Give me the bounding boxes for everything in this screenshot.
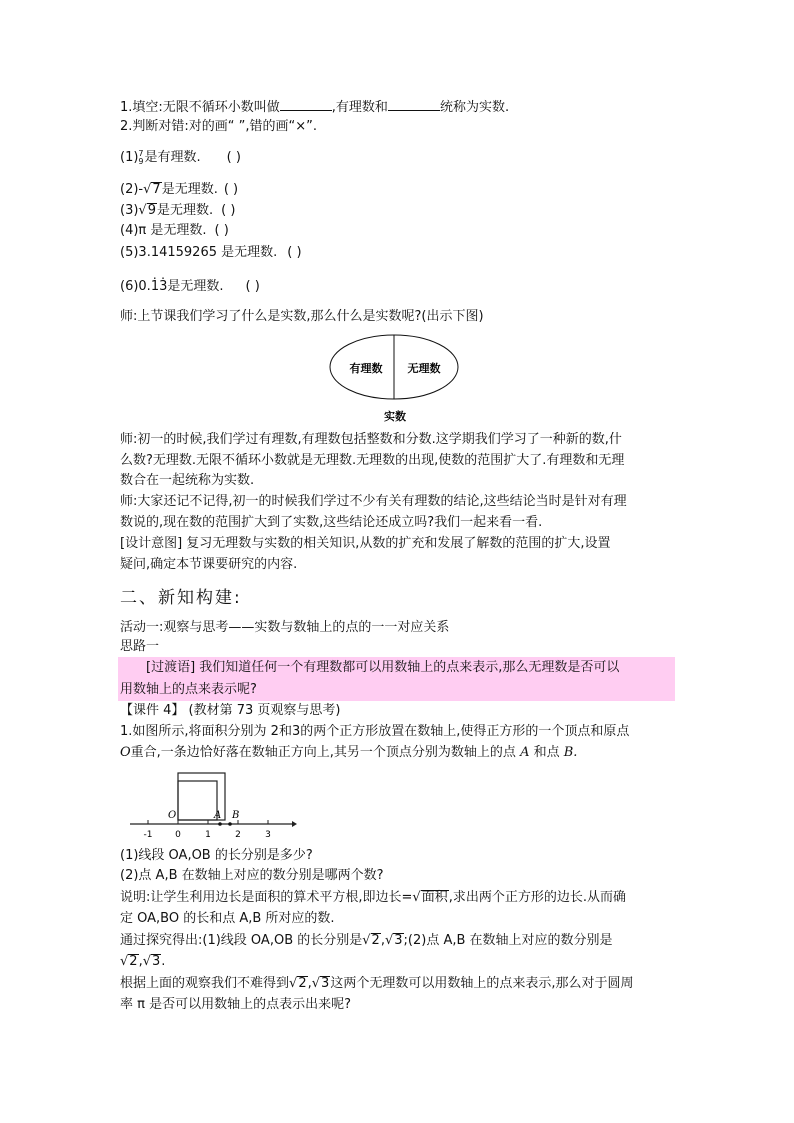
paragraph-1-line: 么数?无理数.无限不循环小数就是无理数.无理数的出现,使数的范围扩大了.有理数和无理 (120, 453, 625, 468)
transition-line: [过渡语] 我们知道任何一个有理数都可以用数轴上的点来表示,那么无理数是否可以 (146, 660, 620, 675)
sqrt-icon: √ (120, 954, 129, 969)
sqrt-icon: √ (362, 933, 371, 948)
design-intent-line: [设计意图] 复习无理数与实数的相关知识,从数的扩充和发展了解数的范围的扩大,设置 (120, 536, 611, 551)
result-line-1 (120, 931, 613, 951)
answer-paren[interactable]: ( ) (287, 245, 302, 260)
origin-label: O (168, 810, 177, 821)
q1-mid: ,有理数和 (331, 100, 388, 115)
item-text: 是无理数. (161, 182, 218, 197)
teacher-question: 师:上节课我们学习了什么是实数,那么什么是实数呢?(出示下图) (120, 309, 484, 324)
radicand: 3 (152, 954, 161, 969)
sqrt-icon: √ (142, 954, 152, 969)
paragraph-2-line: 师:大家还记不记得,初一的时候我们学过不少有关有理数的结论,这些结论当时是针对有理 (120, 494, 627, 509)
real-number-caption: 实数 (384, 410, 406, 423)
problem-line-2 (120, 743, 577, 763)
period: . (161, 954, 166, 969)
section-heading: 二、新知构建: (120, 588, 242, 608)
judge-item-2 (120, 180, 238, 200)
activity-title: 活动一:观察与思考——实数与数轴上的点的一一对应关系 (120, 620, 450, 635)
result-text: ;(2)点 A,B 在数轴上对应的数分别是 (403, 933, 613, 948)
number-line-figure (126, 767, 298, 841)
separator: , (307, 976, 312, 991)
minus-sign: - (138, 182, 144, 197)
final-text: 这两个无理数可以用数轴上的点来表示,那么对于圆周 (330, 976, 634, 991)
sqrt-icon: √ (412, 890, 421, 905)
sqrt-icon: √ (384, 933, 394, 948)
tick-label: 0 (175, 830, 181, 840)
judge-item-4 (120, 221, 229, 241)
route-label: 思路一 (120, 639, 160, 654)
explanation-text: 说明:让学生利用边长是面积的算术平方根,即边长= (120, 890, 413, 905)
separator: , (138, 954, 143, 969)
irrational-label: 无理数 (407, 362, 441, 375)
radicand: 9 (147, 203, 156, 218)
real-number-diagram (328, 333, 464, 425)
point-a-label: A (214, 810, 222, 821)
repeating-digit-1: . 1 (151, 277, 159, 297)
sqrt-icon: √ (143, 182, 152, 197)
paragraph-1-line: 师:初一的时候,我们学过有理数,有理数包括整数和分数.这学期我们学习了一种新的数,什 (120, 432, 622, 447)
point-a: A (520, 745, 530, 760)
transition-line: 用数轴上的点来表示呢? (120, 682, 257, 697)
item-label: (1) (120, 150, 139, 165)
radicand: 3 (321, 976, 330, 991)
radicand: 面积 (421, 890, 448, 905)
final-text: 根据上面的观察我们不难得到 (120, 976, 290, 991)
tick-label: 3 (265, 830, 271, 840)
tick-label: -1 (143, 830, 153, 840)
answer-blank-1[interactable] (280, 98, 332, 111)
judge-item-1 (120, 148, 241, 168)
sub-question-1: (1)线段 OA,OB 的长分别是多少? (120, 848, 313, 863)
sub-question-2: (2)点 A,B 在数轴上对应的数分别是哪两个数? (120, 868, 384, 883)
answer-paren[interactable]: ( ) (245, 279, 260, 294)
denominator: 9 (138, 156, 144, 166)
point-o: O (120, 745, 131, 760)
answer-paren[interactable]: ( ) (226, 150, 241, 165)
tick-label: 1 (205, 830, 211, 840)
radicand: 2 (129, 954, 138, 969)
result-text: 通过探究得出:(1)线段 OA,OB 的长分别是 (120, 933, 363, 948)
problem-text: 和点 (529, 745, 564, 760)
sqrt-icon: √ (311, 976, 321, 991)
problem-line-1: 1.如图所示,将面积分别为 2和3的两个正方形放置在数轴上,使得正方形的一个顶点和原点 (120, 724, 630, 739)
judge-item-3 (120, 201, 235, 221)
point-b-label: B (232, 810, 240, 821)
explanation-line-2: 定 OA,BO 的长和点 A,B 所对应的数. (120, 911, 335, 926)
paragraph-1-line: 数合在一起统称为实数. (120, 473, 255, 488)
answer-paren[interactable]: ( ) (223, 182, 239, 197)
repeating-digit-2: . 3 (159, 277, 167, 297)
q1-suffix: 统称为实数. (439, 100, 510, 115)
judge-instruction: 2.判断对错:对的画“ ”,错的画“×”. (120, 119, 318, 134)
sqrt-icon: √ (289, 976, 298, 991)
sqrt-icon: √ (138, 203, 147, 218)
radicand: 7 (152, 182, 161, 197)
item-label: (4) (120, 223, 139, 238)
explanation-line-1 (120, 888, 626, 908)
item-text: 是无理数. (157, 203, 214, 218)
answer-paren[interactable]: ( ) (214, 223, 229, 238)
item-text: 3.14159265 是无理数. (138, 245, 278, 260)
point-b: B. (563, 745, 578, 760)
numerator: 7 (138, 148, 144, 158)
point-b-dot (228, 822, 232, 826)
q1-prefix: 1.填空:无限不循环小数叫做 (120, 100, 280, 115)
rational-label: 有理数 (349, 362, 383, 375)
paragraph-2-line: 数说的,现在数的范围扩大到了实数,这些结论还成立吗?我们一起来看一看. (120, 515, 543, 530)
item-label: (6)0. (120, 279, 151, 294)
item-label: (3) (120, 203, 139, 218)
separator: , (380, 933, 385, 948)
item-label: (2) (120, 182, 139, 197)
fraction (138, 150, 143, 166)
explanation-text: ,求出两个正方形的边长.从而确 (448, 890, 626, 905)
judge-item-5 (120, 243, 302, 263)
courseware-label: 【课件 4】 (教材第 73 页观察与思考) (120, 703, 341, 718)
radicand: 2 (371, 933, 380, 948)
item-text: 是有理数. (144, 150, 201, 165)
problem-text: 重合,一条边恰好落在数轴正方向上,其另一个顶点分别为数轴上的点 (130, 745, 521, 760)
item-text: 是无理数. (146, 223, 207, 238)
square-area-2 (178, 781, 217, 820)
answer-blank-2[interactable] (388, 98, 440, 111)
radicand: 3 (394, 933, 403, 948)
tick-label: 2 (235, 830, 241, 840)
radicand: 2 (298, 976, 307, 991)
fill-blank-question (120, 98, 509, 118)
point-a-dot (218, 822, 222, 826)
final-line-2: 率 π 是否可以用数轴上的点表示出来呢? (120, 997, 351, 1012)
result-line-2 (120, 952, 165, 972)
design-intent-line: 疑问,确定本节课要研究的内容. (120, 557, 298, 572)
judge-item-6 (120, 277, 260, 297)
pi-symbol: π (138, 223, 147, 238)
axis-arrow-icon (292, 821, 297, 827)
item-text: 是无理数. (167, 279, 224, 294)
answer-paren[interactable]: ( ) (221, 203, 236, 218)
final-line-1 (120, 974, 633, 994)
item-label: (5) (120, 245, 139, 260)
